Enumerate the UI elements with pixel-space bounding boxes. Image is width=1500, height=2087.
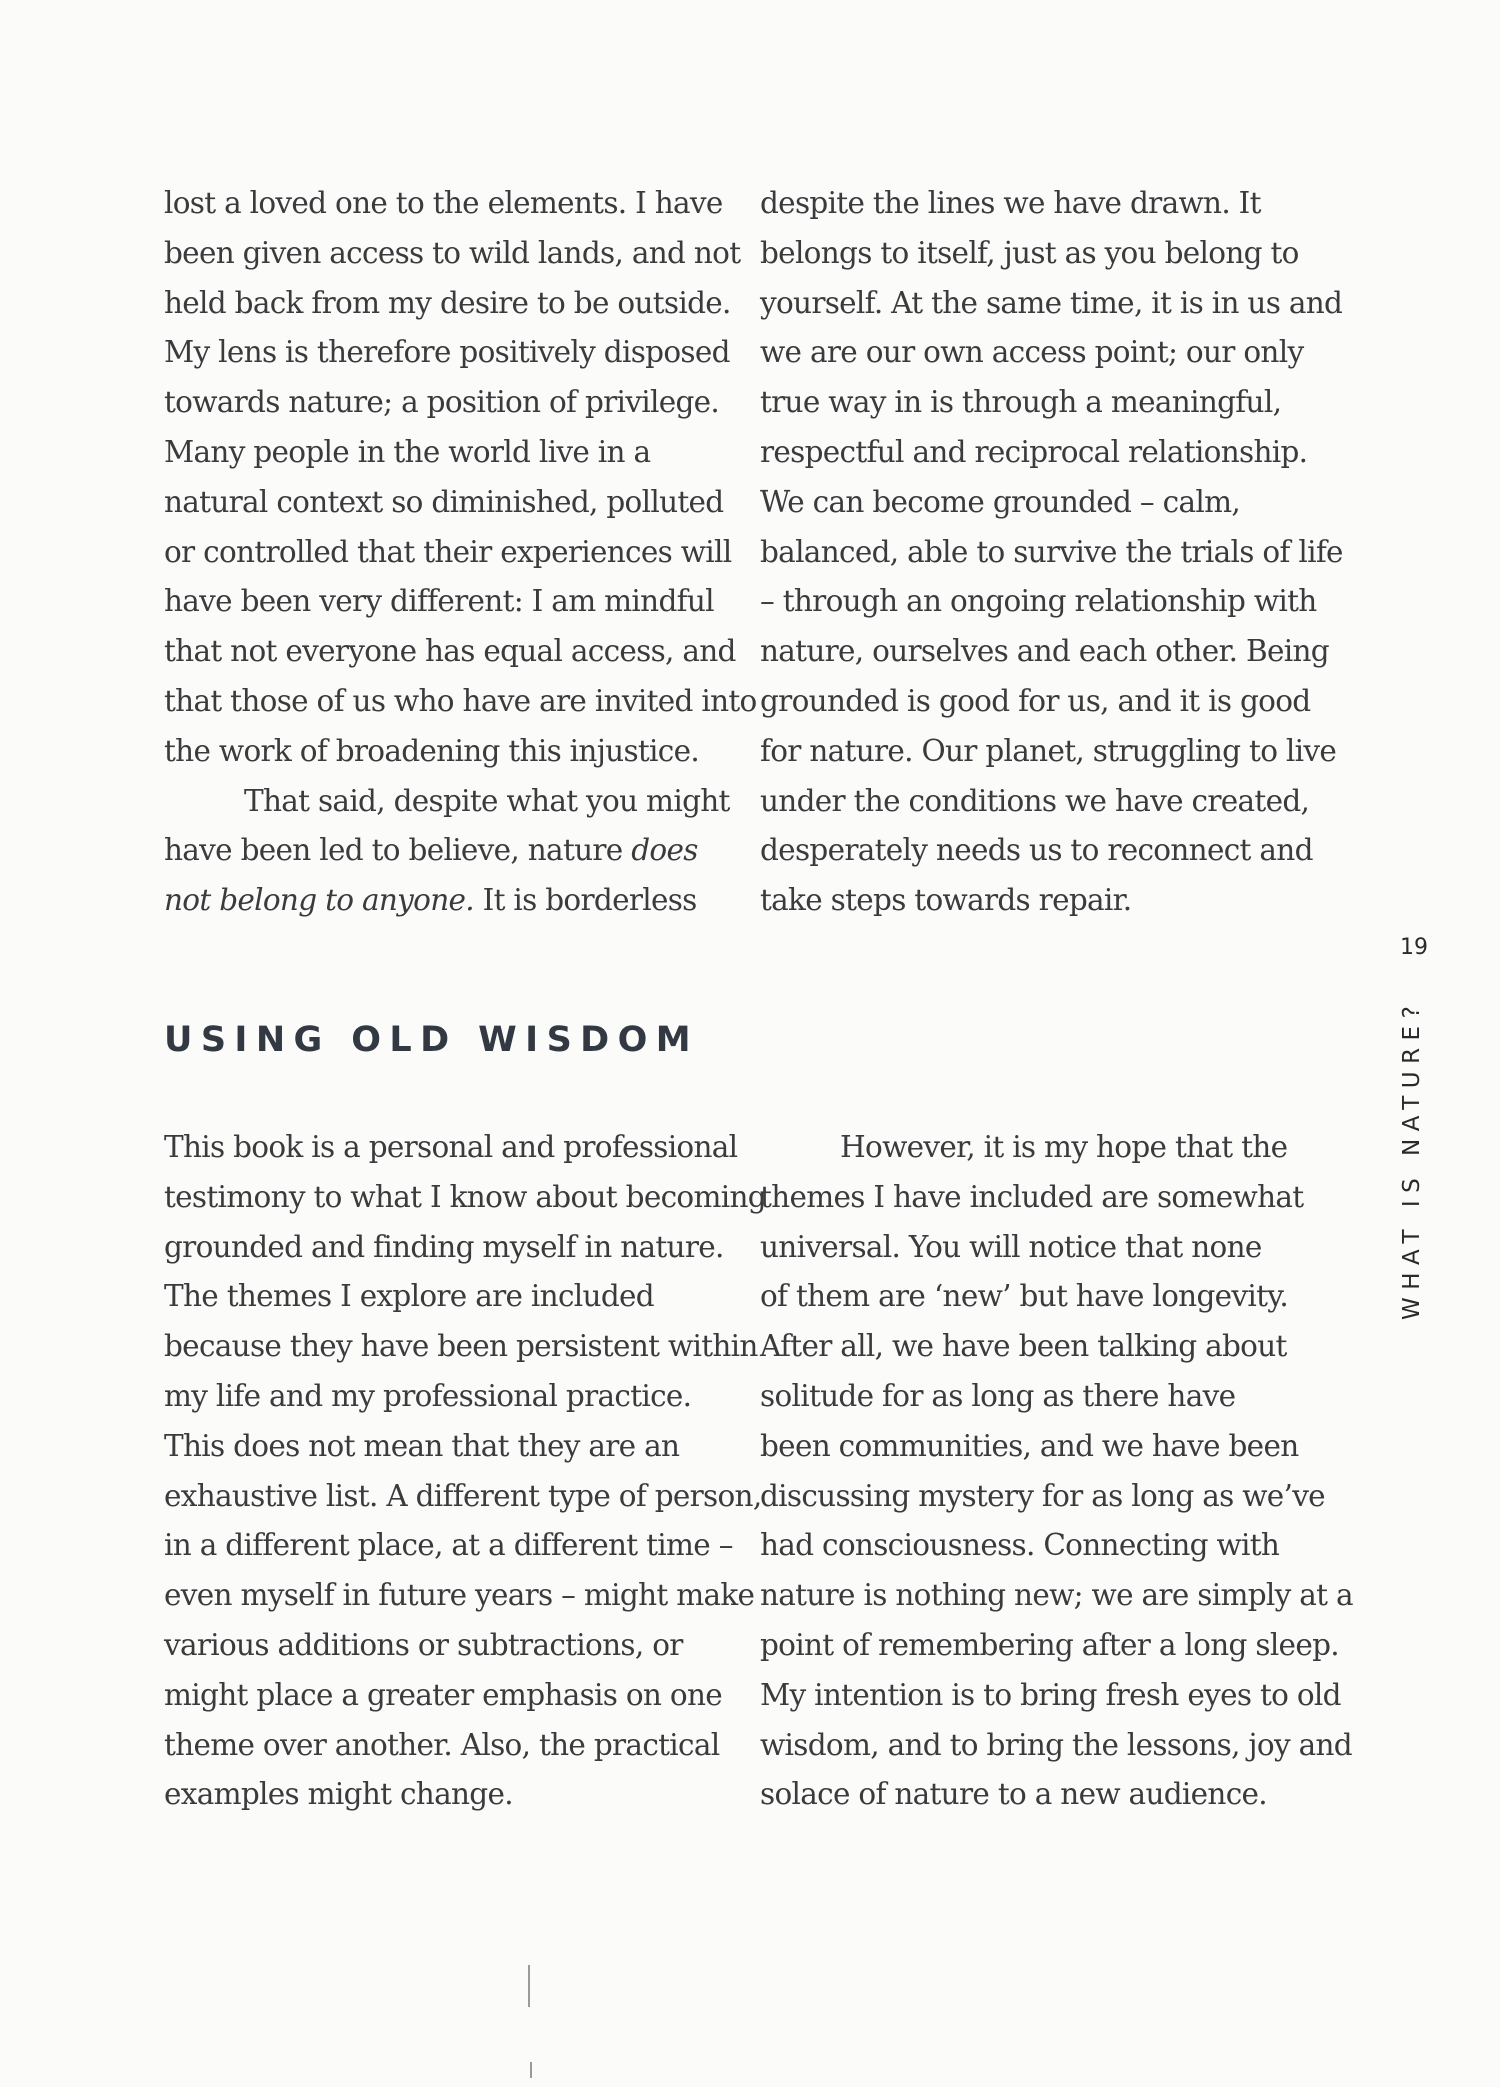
text-line: testimony to what I know about becoming <box>164 1179 766 1214</box>
page-number: 19 <box>1400 935 1428 960</box>
text-line: That said, despite what you might <box>244 783 730 818</box>
italic-emphasis: does <box>631 833 698 868</box>
italic-emphasis: not belong to anyone. <box>164 883 474 918</box>
text-line: towards nature; a position of privilege. <box>164 385 720 420</box>
text-line: This does not mean that they are an <box>164 1428 680 1463</box>
column-top-right <box>760 179 1343 926</box>
column-top-left <box>164 179 757 926</box>
scan-mark <box>528 1965 530 2007</box>
text-line: exhaustive list. A different type of person, <box>164 1478 762 1513</box>
text-line: discussing mystery for as long as we’ve <box>760 1478 1325 1513</box>
text-line: grounded and finding myself in nature. <box>164 1229 724 1264</box>
text-line: even myself in future years – might make <box>164 1578 755 1613</box>
scan-mark <box>530 2062 532 2078</box>
section-heading: USING OLD WISDOM <box>164 1020 700 1060</box>
text-line: take steps towards repair. <box>760 883 1132 918</box>
paragraph-belongs-to-itself <box>760 179 1343 926</box>
text-line: that those of us who have are invited into <box>164 683 757 718</box>
text-line: been communities, and we have been <box>760 1428 1299 1463</box>
text-line: for nature. Our planet, struggling to live <box>760 733 1337 768</box>
text-line: various additions or subtractions, or <box>164 1627 683 1662</box>
text-line: My lens is therefore positively disposed <box>164 335 730 370</box>
text-line: This book is a personal and professional <box>164 1130 738 1164</box>
text-line: or controlled that their experiences will <box>164 534 732 569</box>
text-line: because they have been persistent within <box>164 1329 758 1364</box>
text-line: of them are ‘new’ but have longevity. <box>760 1279 1289 1314</box>
text-line: solace of nature to a new audience. <box>760 1777 1267 1812</box>
column-bottom-left <box>164 1123 766 1820</box>
text-line: desperately needs us to reconnect and <box>760 833 1313 868</box>
text-line: respectful and reciprocal relationship. <box>760 434 1308 469</box>
text-line: Many people in the world live in a <box>164 434 651 469</box>
paragraph-universal-themes <box>760 1123 1353 1820</box>
text-line: natural context so diminished, polluted <box>164 484 724 519</box>
text-line: solitude for as long as there have <box>760 1378 1236 1413</box>
text-line: balanced, able to survive the trials of life <box>760 534 1343 569</box>
text-line: that not everyone has equal access, and <box>164 634 736 669</box>
text-line: we are our own access point; our only <box>760 335 1304 370</box>
text-line: been given access to wild lands, and not <box>164 235 741 270</box>
text-line: My intention is to bring fresh eyes to old <box>760 1677 1341 1712</box>
text-line: nature is nothing new; we are simply at a <box>760 1578 1353 1613</box>
text-line: point of remembering after a long sleep. <box>760 1627 1339 1662</box>
text-line: theme over another. Also, the practical <box>164 1727 720 1762</box>
text-line: universal. You will notice that none <box>760 1229 1262 1264</box>
text-run: have been led to believe, nature <box>164 833 632 868</box>
text-line: nature, ourselves and each other. Being <box>760 634 1329 669</box>
text-line: had consciousness. Connecting with <box>760 1528 1280 1563</box>
text-line: examples might change. <box>164 1777 513 1812</box>
paragraph-borderless <box>164 777 730 926</box>
text-line <box>164 876 724 926</box>
text-line: my life and my professional practice. <box>164 1378 692 1413</box>
text-line: might place a greater emphasis on one <box>164 1677 723 1712</box>
text-line: the work of broadening this injustice. <box>164 733 700 768</box>
text-line: – through an ongoing relationship with <box>760 584 1317 619</box>
text-line: despite the lines we have drawn. It <box>760 186 1261 220</box>
text-line: themes I have included are somewhat <box>760 1179 1304 1214</box>
text-run: It is borderless <box>473 883 697 918</box>
column-bottom-right <box>760 1123 1353 1820</box>
running-head-chapter-title: WHAT IS NATURE? <box>1399 998 1425 1320</box>
text-line: The themes I explore are included <box>164 1279 654 1314</box>
text-line: yourself. At the same time, it is in us and <box>760 285 1343 320</box>
text-line: grounded is good for us, and it is good <box>760 683 1311 718</box>
text-line: wisdom, and to bring the lessons, joy and <box>760 1727 1352 1762</box>
text-line: After all, we have been talking about <box>760 1329 1287 1364</box>
paragraph-testimony <box>164 1123 766 1820</box>
text-line: lost a loved one to the elements. I have <box>164 186 723 220</box>
text-line: under the conditions we have created, <box>760 783 1310 818</box>
text-line: true way in is through a meaningful, <box>760 385 1282 420</box>
paragraph-privilege <box>164 179 757 777</box>
text-line: We can become grounded – calm, <box>760 484 1241 519</box>
text-line: However, it is my hope that the <box>840 1130 1288 1164</box>
text-line: held back from my desire to be outside. <box>164 285 731 320</box>
text-line: in a different place, at a different time – <box>164 1528 733 1563</box>
text-line <box>164 826 724 876</box>
text-line: belongs to itself, just as you belong to <box>760 235 1299 270</box>
text-line: have been very different: I am mindful <box>164 584 714 619</box>
